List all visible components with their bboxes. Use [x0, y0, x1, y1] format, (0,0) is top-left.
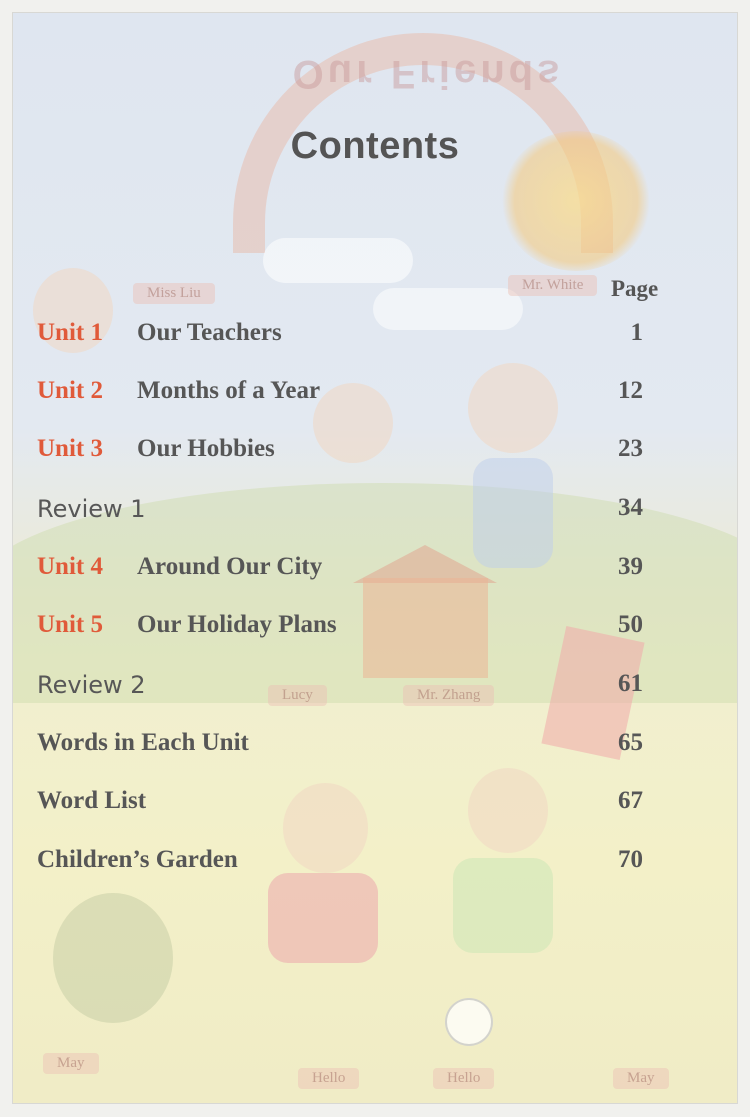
- cloud-illustration: [263, 238, 413, 283]
- name-sign: May: [613, 1068, 669, 1089]
- entry-page-number: 1: [630, 319, 643, 346]
- toc-entry-unit-4[interactable]: [37, 553, 657, 593]
- name-sign: Miss Liu: [133, 283, 215, 304]
- entry-page-number: 12: [618, 377, 643, 404]
- entry-page-number: 65: [618, 729, 643, 756]
- child-body-illustration: [268, 873, 378, 963]
- entry-page-number: 61: [618, 670, 643, 697]
- entry-title: Words in Each Unit: [37, 729, 249, 756]
- toc-entry-childrens-garden[interactable]: [37, 846, 657, 886]
- page-column-header: Page: [611, 276, 659, 301]
- toc-entry-words-in-each-unit[interactable]: [37, 729, 657, 769]
- entry-page-number: 34: [618, 494, 643, 521]
- toc-entry-review-1[interactable]: [37, 494, 657, 534]
- entry-page-number: 23: [618, 435, 643, 462]
- name-sign: Lucy: [268, 685, 327, 706]
- page-title: Contents: [290, 125, 460, 167]
- name-sign: Mr. White: [508, 275, 597, 296]
- soccer-ball-illustration: [445, 998, 493, 1046]
- entry-page-number: 67: [618, 787, 643, 814]
- entry-title: Our Teachers: [137, 319, 282, 346]
- toc-entry-unit-3[interactable]: [37, 435, 657, 475]
- entry-title: Our Holiday Plans: [137, 611, 337, 638]
- name-sign: Mr. Zhang: [403, 685, 494, 706]
- entry-page-number: 70: [618, 846, 643, 873]
- unit-label: Unit 2: [37, 377, 103, 404]
- contents-page: [12, 12, 738, 1104]
- entry-page-number: 50: [618, 611, 643, 638]
- toc-entry-review-2[interactable]: [37, 670, 657, 710]
- frog-illustration: [53, 893, 173, 1023]
- unit-label: Unit 5: [37, 611, 103, 638]
- toc-entry-unit-5[interactable]: [37, 611, 657, 651]
- entry-title: Review 2: [37, 671, 146, 699]
- arch-text: Our Friends: [292, 52, 564, 96]
- entry-title: Months of a Year: [137, 377, 321, 404]
- entry-title: Review 1: [37, 495, 146, 523]
- entry-title: Children’s Garden: [37, 846, 238, 873]
- name-sign: May: [43, 1053, 99, 1074]
- entry-title: Word List: [37, 787, 147, 814]
- toc-entry-unit-2[interactable]: [37, 377, 657, 417]
- entry-title: Around Our City: [137, 553, 323, 580]
- unit-label: Unit 3: [37, 435, 103, 462]
- toc-entry-unit-1[interactable]: [37, 319, 657, 359]
- unit-label: Unit 4: [37, 553, 103, 580]
- unit-label: Unit 1: [37, 319, 103, 346]
- name-sign: Hello: [298, 1068, 359, 1089]
- toc-entry-word-list[interactable]: [37, 787, 657, 827]
- entry-page-number: 39: [618, 553, 643, 580]
- entry-title: Our Hobbies: [137, 435, 275, 462]
- name-sign: Hello: [433, 1068, 494, 1089]
